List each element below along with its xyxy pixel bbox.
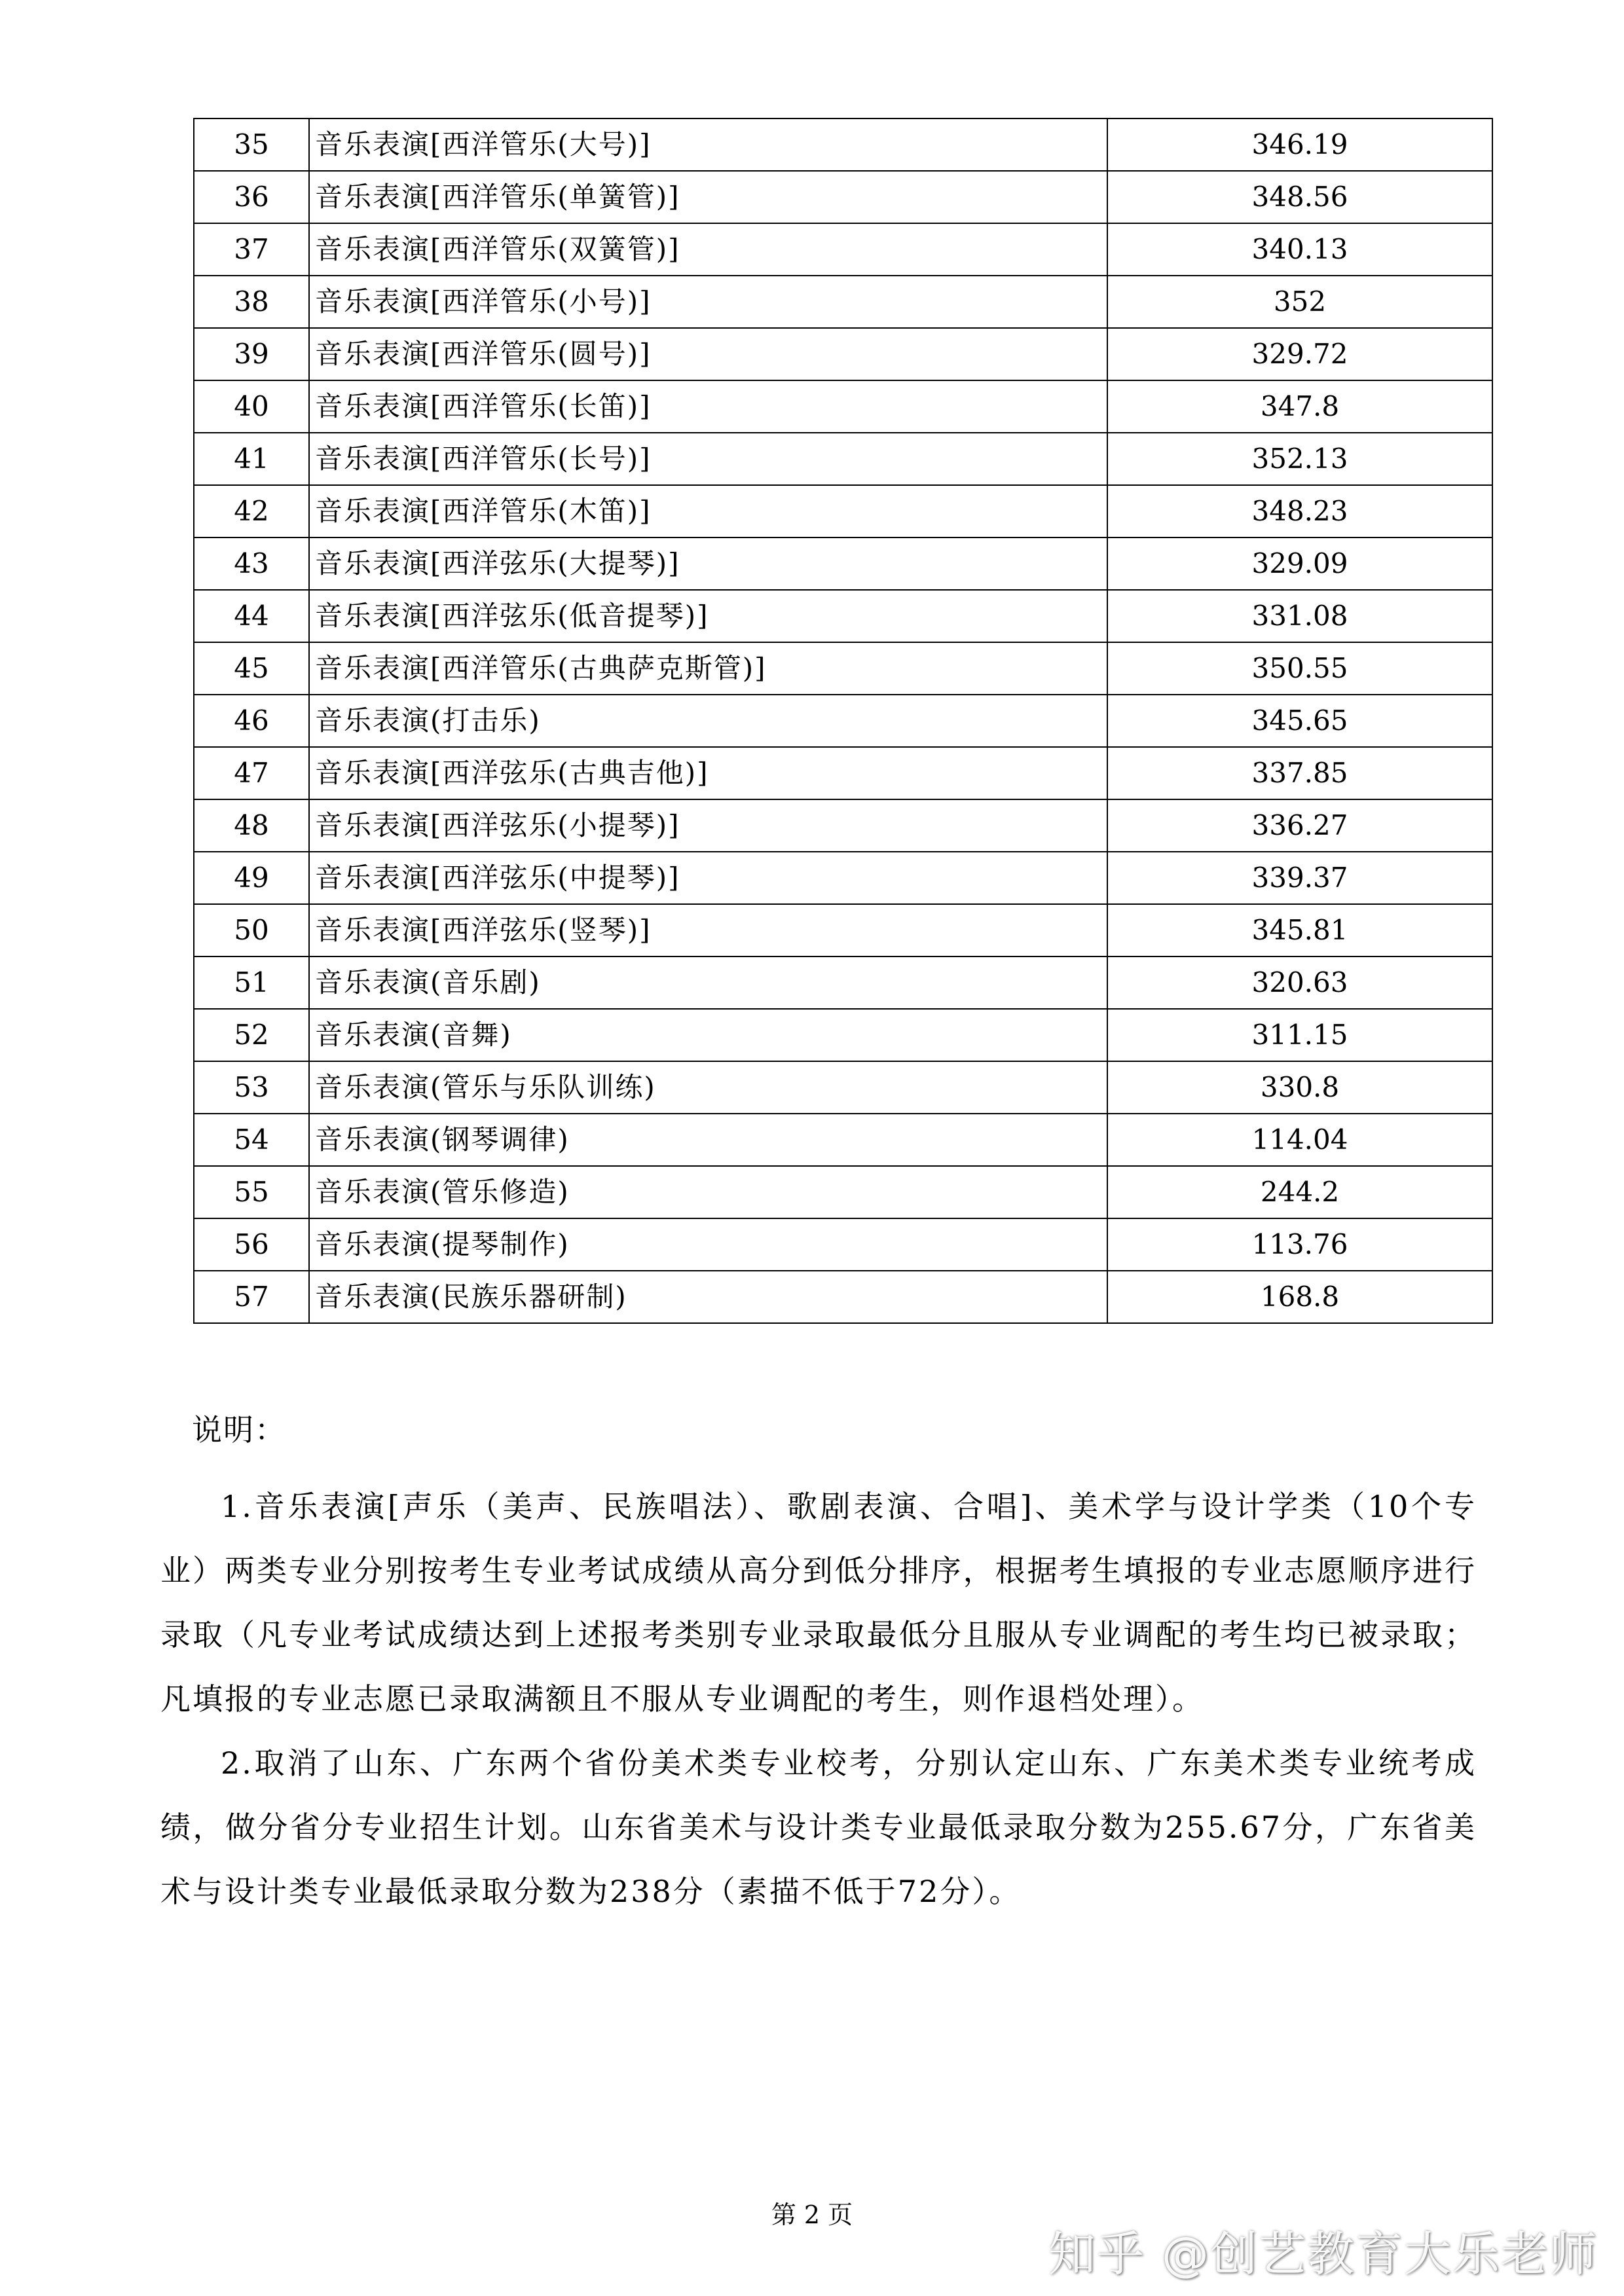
major-name: 音乐表演[西洋管乐(大号)] <box>309 118 1107 171</box>
row-number: 54 <box>194 1114 309 1166</box>
min-score: 348.23 <box>1107 485 1492 538</box>
row-number: 52 <box>194 1009 309 1061</box>
row-number: 57 <box>194 1271 309 1323</box>
min-score: 350.55 <box>1107 642 1492 695</box>
row-number: 56 <box>194 1218 309 1271</box>
table-row <box>194 1009 1492 1061</box>
min-score: 337.85 <box>1107 747 1492 799</box>
major-name: 音乐表演[西洋弦乐(中提琴)] <box>309 852 1107 904</box>
row-number: 51 <box>194 957 309 1009</box>
major-name: 音乐表演(钢琴调律) <box>309 1114 1107 1166</box>
row-number: 45 <box>194 642 309 695</box>
table-row <box>194 485 1492 538</box>
min-score: 113.76 <box>1107 1218 1492 1271</box>
min-score: 345.65 <box>1107 695 1492 747</box>
row-number: 50 <box>194 904 309 957</box>
major-name: 音乐表演(音乐剧) <box>309 957 1107 1009</box>
min-score: 244.2 <box>1107 1166 1492 1218</box>
row-number: 42 <box>194 485 309 538</box>
row-number: 48 <box>194 799 309 852</box>
major-name: 音乐表演[西洋管乐(长号)] <box>309 433 1107 485</box>
table-row <box>194 852 1492 904</box>
table-row <box>194 904 1492 957</box>
min-score: 114.04 <box>1107 1114 1492 1166</box>
table-row <box>194 1166 1492 1218</box>
major-name: 音乐表演(管乐与乐队训练) <box>309 1061 1107 1114</box>
major-name: 音乐表演[西洋弦乐(大提琴)] <box>309 538 1107 590</box>
table-row <box>194 799 1492 852</box>
row-number: 47 <box>194 747 309 799</box>
row-number: 49 <box>194 852 309 904</box>
major-name: 音乐表演(打击乐) <box>309 695 1107 747</box>
min-score: 352.13 <box>1107 433 1492 485</box>
row-number: 41 <box>194 433 309 485</box>
min-score: 348.56 <box>1107 171 1492 223</box>
min-score: 345.81 <box>1107 904 1492 957</box>
min-score: 352 <box>1107 276 1492 328</box>
table-row <box>194 538 1492 590</box>
min-score: 340.13 <box>1107 223 1492 276</box>
notes-title: 说明： <box>192 1412 286 1448</box>
row-number: 53 <box>194 1061 309 1114</box>
major-name: 音乐表演[西洋管乐(圆号)] <box>309 328 1107 380</box>
table-row <box>194 1271 1492 1323</box>
row-number: 40 <box>194 380 309 433</box>
major-name: 音乐表演[西洋弦乐(小提琴)] <box>309 799 1107 852</box>
table-row <box>194 118 1492 171</box>
table-row <box>194 642 1492 695</box>
row-number: 39 <box>194 328 309 380</box>
table-row <box>194 328 1492 380</box>
table-row <box>194 433 1492 485</box>
min-score: 168.8 <box>1107 1271 1492 1323</box>
score-table-body <box>194 118 1492 1323</box>
table-row <box>194 590 1492 642</box>
min-score: 336.27 <box>1107 799 1492 852</box>
table-row <box>194 380 1492 433</box>
major-name: 音乐表演[西洋弦乐(竖琴)] <box>309 904 1107 957</box>
min-score: 346.19 <box>1107 118 1492 171</box>
table-row <box>194 1114 1492 1166</box>
page-number: 第 2 页 <box>771 2200 853 2229</box>
table-row <box>194 223 1492 276</box>
table-row <box>194 171 1492 223</box>
major-name: 音乐表演(管乐修造) <box>309 1166 1107 1218</box>
major-name: 音乐表演[西洋管乐(小号)] <box>309 276 1107 328</box>
min-score: 331.08 <box>1107 590 1492 642</box>
major-name: 音乐表演[西洋弦乐(低音提琴)] <box>309 590 1107 642</box>
major-name: 音乐表演(音舞) <box>309 1009 1107 1061</box>
min-score: 329.09 <box>1107 538 1492 590</box>
table-row <box>194 276 1492 328</box>
table-row <box>194 1061 1492 1114</box>
row-number: 36 <box>194 171 309 223</box>
major-name: 音乐表演[西洋管乐(单簧管)] <box>309 171 1107 223</box>
major-name: 音乐表演[西洋管乐(木笛)] <box>309 485 1107 538</box>
watermark-text: 知乎 @创艺教育大乐老师 <box>1048 2227 1598 2282</box>
min-score: 330.8 <box>1107 1061 1492 1114</box>
major-name: 音乐表演[西洋管乐(双簧管)] <box>309 223 1107 276</box>
major-name: 音乐表演(提琴制作) <box>309 1218 1107 1271</box>
min-score: 339.37 <box>1107 852 1492 904</box>
row-number: 55 <box>194 1166 309 1218</box>
major-name: 音乐表演(民族乐器研制) <box>309 1271 1107 1323</box>
min-score: 329.72 <box>1107 328 1492 380</box>
notes-section <box>160 1406 1477 1923</box>
min-score: 320.63 <box>1107 957 1492 1009</box>
table-row <box>194 957 1492 1009</box>
note-paragraph-1: 1.音乐表演[声乐（美声、民族唱法）、歌剧表演、合唱]、美术学与设计学类（10个专业）两类专业分别按考生专业考试成绩从高分到低分排序，根据考生填报的专业志愿顺序进行录取（凡专业考试成绩达到上述报考类别专业录取最低分且服从专业调配的考生均已被录取；凡填报的专业志愿已录取满额且不服从专业调配的考生，则作退档处理）。 <box>160 1489 1477 1717</box>
major-name: 音乐表演[西洋弦乐(古典吉他)] <box>309 747 1107 799</box>
table-row <box>194 1218 1492 1271</box>
row-number: 37 <box>194 223 309 276</box>
note-paragraph-2: 2.取消了山东、广东两个省份美术类专业校考，分别认定山东、广东美术类专业统考成绩，做分省分专业招生计划。山东省美术与设计类专业最低录取分数为255.67分，广东省美术与设计类专业最低录取分数为238分（素描不低于72分）。 <box>160 1745 1477 1909</box>
row-number: 43 <box>194 538 309 590</box>
admission-score-table <box>193 118 1493 1324</box>
min-score: 347.8 <box>1107 380 1492 433</box>
row-number: 38 <box>194 276 309 328</box>
table-row <box>194 695 1492 747</box>
row-number: 44 <box>194 590 309 642</box>
major-name: 音乐表演[西洋管乐(古典萨克斯管)] <box>309 642 1107 695</box>
row-number: 46 <box>194 695 309 747</box>
major-name: 音乐表演[西洋管乐(长笛)] <box>309 380 1107 433</box>
row-number: 35 <box>194 118 309 171</box>
table-row <box>194 747 1492 799</box>
min-score: 311.15 <box>1107 1009 1492 1061</box>
